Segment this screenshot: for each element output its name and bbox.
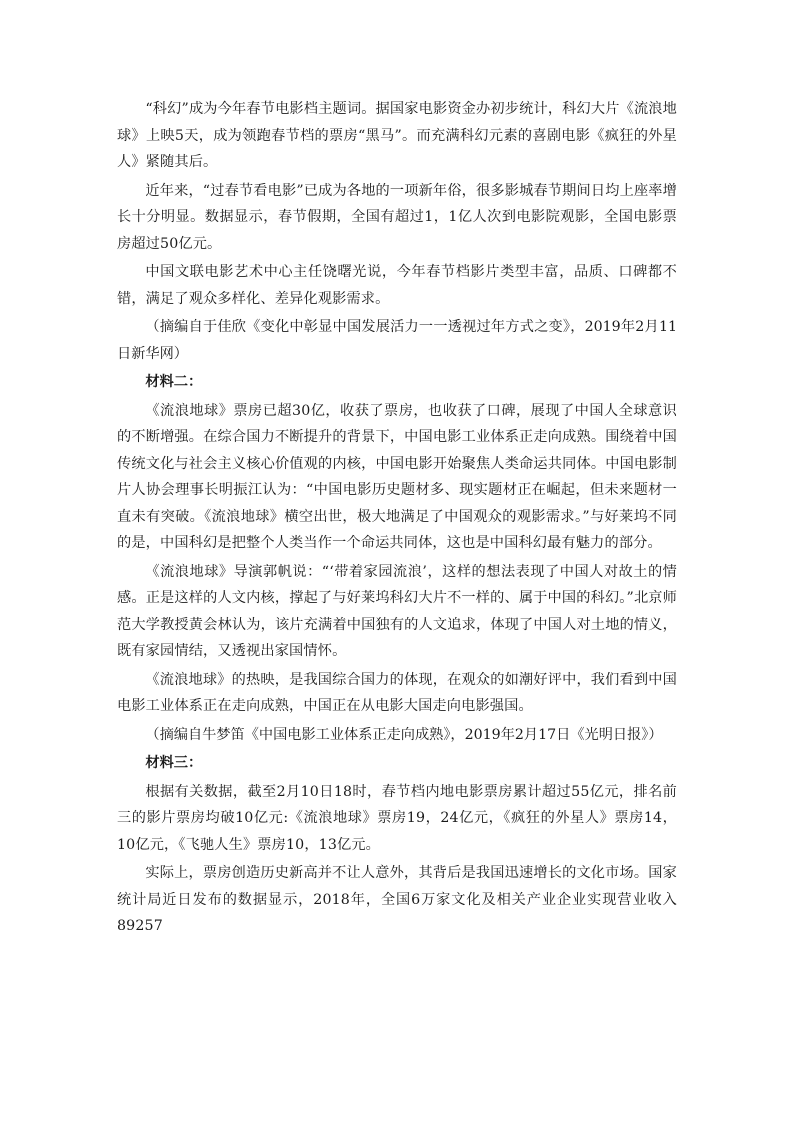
- paragraph-comprehensive-power: 《流浪地球》的热映，是我国综合国力的体现，在观众的如潮好评中，我们看到中国电影工业体系正在走向成熟，中国正在从电影大国走向电影强国。: [117, 671, 677, 714]
- source-note-2: （摘编自牛梦笛《中国电影工业体系正走向成熟》，2019年2月17日《光明日报》）: [145, 726, 663, 743]
- section-heading-material-2: 材料二：: [145, 374, 203, 390]
- paragraph-box-office-30: 《流浪地球》票房已超30亿，收获了票房，也收获了口碑，展现了中国人全球意识的不断增强。在综合国力不断提升的背景下，中国电影工业体系正走向成熟。围绕着中国传统文化与社会主义核心价值观的内核，中国电影开始聚焦人类命运共同体。中国电影制片人协会理事长明振江认为：“中国电影历史题材多、现实题材正在崛起，但未来题材一直未有突破。《流浪地球》横空出世，极大地满足了中国观众的观影需求。”与好莱坞不同的是，中国科幻是把整个人类当作一个命运共同体，这也是中国科幻最有魅力的部分。: [117, 402, 677, 551]
- document-page: [117, 96, 677, 942]
- section-heading-material-3: 材料三：: [145, 755, 203, 771]
- paragraph-cultural-market: 实际上，票房创造历史新高并不让人意外，其背后是我国迅速增长的文化市场。国家统计局近日发布的数据显示，2018年，全国6万家文化及相关产业企业实现营业收入89257: [117, 865, 677, 934]
- source-note-1: （摘编自于佳欣《变化中彰显中国发展活力一一透视过年方式之变》，2019年2月11日新华网）: [117, 319, 677, 362]
- paragraph-guo-fan: 《流浪地球》导演郭帆说：“‘带着家园流浪’，这样的想法表现了中国人对故土的情感。正是这样的人文内核，撑起了与好莱坞科幻大片不一样的、属于中国的科幻。”北京师范大学教授黄会林认为，该片充满着中国独有的人文追求，体现了中国人对土地的情义，既有家园情结，又透视出家国情怀。: [117, 563, 677, 659]
- paragraph-box-office-data: 根据有关数据，截至2月10日18时，春节档内地电影票房累计超过55亿元，排名前三的影片票房均破10亿元:《流浪地球》票房19，24亿元，《疯狂的外星人》票房14，10亿元，《飞驰人生》票房10，13亿元。: [117, 783, 677, 853]
- paragraph-sci-fi-theme: “科幻”成为今年春节电影档主题词。据国家电影资金办初步统计，科幻大片《流浪地球》上映5天，成为领跑春节档的票房“黑马”。而充满科幻元素的喜剧电影《疯狂的外星人》紧随其后。: [117, 101, 677, 170]
- paragraph-new-custom: 近年来，“过春节看电影”已成为各地的一项新年俗，很多影城春节期间日均上座率增长十分明显。数据显示，春节假期，全国有超过1，1亿人次到电影院观影，全国电影票房超过50亿元。: [117, 182, 677, 252]
- paragraph-rao-shuguang: 中国文联电影艺术中心主任饶曙光说，今年春节档影片类型丰富，品质、口碑都不错，满足了观众多样化、差异化观影需求。: [117, 264, 677, 307]
